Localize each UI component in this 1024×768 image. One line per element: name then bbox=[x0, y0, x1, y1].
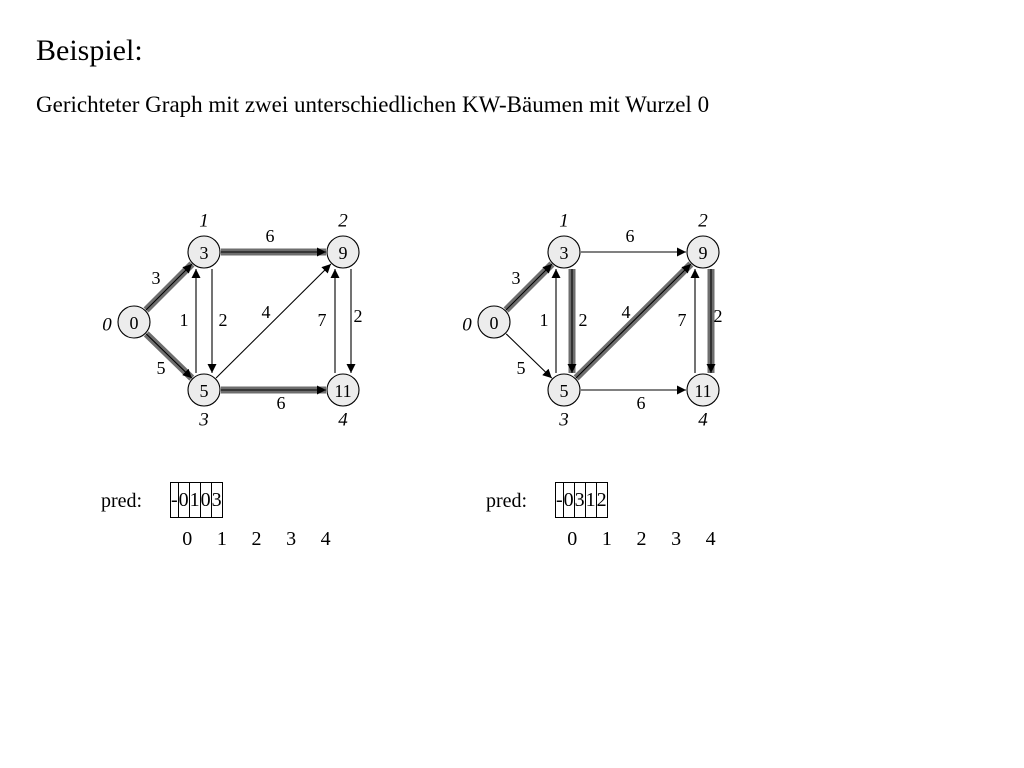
edge-arrow bbox=[506, 334, 552, 378]
node-index-label: 2 bbox=[338, 210, 348, 232]
pred-index-row bbox=[170, 528, 343, 551]
edge-5-to-3 bbox=[180, 269, 197, 373]
pred-index: 2 bbox=[251, 528, 262, 550]
pred-table bbox=[555, 482, 608, 518]
edge-weight-label: 6 bbox=[265, 226, 275, 246]
edge-0-to-5 bbox=[506, 334, 552, 378]
edge-weight-label: 2 bbox=[353, 306, 363, 326]
edge-weight-label: 4 bbox=[621, 302, 631, 322]
node-index-label: 1 bbox=[559, 210, 569, 232]
pred-table bbox=[170, 482, 223, 518]
node-label: 9 bbox=[698, 243, 708, 263]
node-11 bbox=[687, 374, 719, 431]
edge-5-to-11 bbox=[581, 390, 686, 413]
pred-cell: 0 bbox=[563, 483, 574, 518]
pred-index: 4 bbox=[705, 528, 716, 550]
edge-weight-label: 6 bbox=[636, 393, 646, 413]
edge-weight-label: 6 bbox=[625, 226, 635, 246]
node-label: 5 bbox=[199, 381, 209, 401]
edge-11-to-9 bbox=[318, 269, 336, 373]
edge-weight-label: 2 bbox=[578, 310, 588, 330]
pred-cell: 0 bbox=[178, 483, 189, 518]
node-3 bbox=[548, 211, 580, 269]
edge-0-to-5 bbox=[146, 334, 192, 378]
node-label: 11 bbox=[694, 381, 712, 401]
node-5 bbox=[188, 374, 220, 431]
edge-weight-label: 3 bbox=[151, 268, 161, 288]
edge-5-to-11 bbox=[221, 390, 326, 413]
pred-index: 4 bbox=[320, 528, 331, 550]
edge-3-to-9 bbox=[581, 226, 686, 252]
edge-0-to-3 bbox=[506, 264, 552, 310]
pred-index: 0 bbox=[567, 528, 578, 550]
edge-11-to-9 bbox=[678, 269, 696, 373]
pred-index: 2 bbox=[636, 528, 647, 550]
pred-label: pred: bbox=[486, 490, 528, 512]
node-index-label: 1 bbox=[199, 210, 209, 232]
pred-cell: 3 bbox=[574, 483, 585, 518]
node-label: 0 bbox=[129, 313, 139, 333]
node-index-label: 4 bbox=[698, 409, 708, 431]
edge-5-to-3 bbox=[540, 269, 557, 373]
node-0 bbox=[462, 306, 510, 338]
edge-9-to-11 bbox=[711, 269, 723, 373]
edge-3-to-5 bbox=[212, 269, 228, 373]
node-label: 3 bbox=[559, 243, 569, 263]
pred-index-row bbox=[555, 528, 728, 551]
edge-weight-label: 5 bbox=[516, 358, 526, 378]
graph-left bbox=[100, 200, 420, 450]
edge-weight-label: 7 bbox=[677, 310, 687, 330]
edge-weight-label: 7 bbox=[317, 310, 327, 330]
graph-right bbox=[460, 200, 780, 450]
edge-weight-label: 4 bbox=[261, 302, 271, 322]
node-index-label: 4 bbox=[338, 409, 348, 431]
pred-index: 3 bbox=[286, 528, 297, 550]
edge-weight-label: 6 bbox=[276, 393, 286, 413]
edge-3-to-9 bbox=[221, 226, 326, 252]
node-9 bbox=[687, 211, 719, 269]
pred-cell: 1 bbox=[585, 483, 596, 518]
pred-cell: 1 bbox=[189, 483, 200, 518]
node-5 bbox=[548, 374, 580, 431]
edge-weight-label: 2 bbox=[713, 306, 723, 326]
edge-arrow bbox=[576, 264, 691, 378]
node-index-label: 3 bbox=[559, 409, 569, 431]
edge-weight-label: 5 bbox=[156, 358, 166, 378]
node-index-label: 0 bbox=[462, 314, 472, 336]
node-3 bbox=[188, 211, 220, 269]
pred-label: pred: bbox=[101, 490, 143, 512]
node-0 bbox=[102, 306, 150, 338]
pred-cell: - bbox=[171, 483, 179, 518]
slide-subtitle: Gerichteter Graph mit zwei unterschiedlichen KW-Bäumen mit Wurzel 0 bbox=[36, 92, 710, 117]
edge-5-to-9 bbox=[216, 264, 331, 378]
edge-9-to-11 bbox=[351, 269, 363, 373]
pred-index: 1 bbox=[216, 528, 227, 550]
node-label: 0 bbox=[489, 313, 499, 333]
node-11 bbox=[327, 374, 359, 431]
edge-0-to-3 bbox=[146, 264, 192, 310]
node-index-label: 2 bbox=[698, 210, 708, 232]
node-label: 9 bbox=[338, 243, 348, 263]
node-label: 5 bbox=[559, 381, 569, 401]
node-9 bbox=[327, 211, 359, 269]
node-index-label: 3 bbox=[199, 409, 209, 431]
edge-5-to-9 bbox=[576, 264, 691, 378]
node-index-label: 0 bbox=[102, 314, 112, 336]
slide-title: Beispiel: bbox=[36, 34, 143, 67]
node-label: 11 bbox=[334, 381, 352, 401]
edge-weight-label: 2 bbox=[218, 310, 228, 330]
pred-index: 1 bbox=[601, 528, 612, 550]
pred-cell: 2 bbox=[596, 483, 607, 518]
edge-weight-label: 3 bbox=[511, 268, 521, 288]
edge-weight-label: 1 bbox=[179, 310, 189, 330]
pred-index: 3 bbox=[671, 528, 682, 550]
edge-arrow bbox=[216, 264, 331, 378]
edge-3-to-5 bbox=[572, 269, 588, 373]
pred-cell: 0 bbox=[200, 483, 211, 518]
pred-cell: 3 bbox=[211, 483, 222, 518]
pred-index: 0 bbox=[182, 528, 193, 550]
edge-arrow bbox=[146, 334, 192, 378]
edge-weight-label: 1 bbox=[539, 310, 549, 330]
node-label: 3 bbox=[199, 243, 209, 263]
pred-cell: - bbox=[556, 483, 564, 518]
